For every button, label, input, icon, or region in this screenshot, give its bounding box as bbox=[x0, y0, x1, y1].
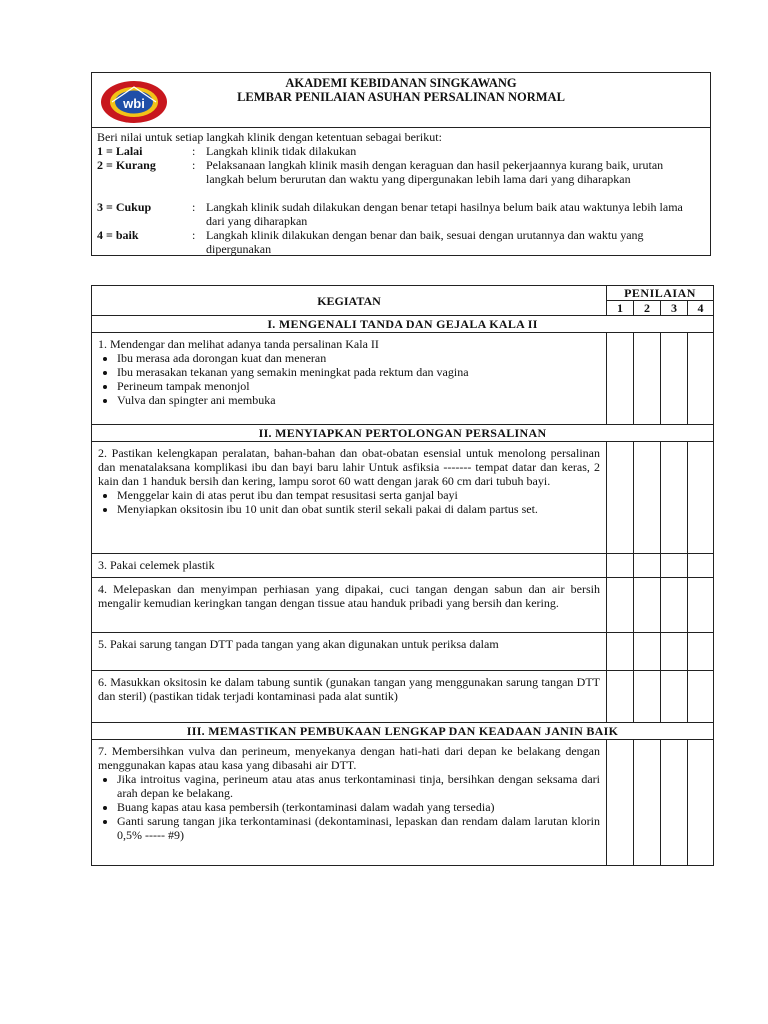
activity-text: 3. Pakai celemek plastik bbox=[98, 558, 215, 572]
score-cell-3[interactable] bbox=[661, 671, 688, 723]
activity-text: 5. Pakai sarung tangan DTT pada tangan yang akan digunakan untuk periksa dalam bbox=[98, 637, 499, 651]
score-cell-2[interactable] bbox=[634, 554, 661, 578]
activity-cell bbox=[92, 442, 607, 554]
activity-bullets bbox=[98, 772, 600, 842]
criteria-colon: : bbox=[192, 200, 196, 214]
section-title: III. MEMASTIKAN PEMBUKAAN LENGKAP DAN KEADAAN JANIN BAIK bbox=[92, 723, 714, 740]
score-header-1: 1 bbox=[607, 301, 634, 316]
score-header-3: 3 bbox=[661, 301, 688, 316]
criteria-colon: : bbox=[192, 144, 196, 158]
criteria-intro: Beri nilai untuk setiap langkah klinik dengan ketentuan sebagai berikut: bbox=[97, 130, 442, 144]
score-cell-1[interactable] bbox=[607, 578, 634, 633]
table-row bbox=[92, 633, 714, 671]
document-header bbox=[91, 72, 711, 128]
criteria-key: 1 = Lalai bbox=[97, 144, 143, 158]
activity-text: 2. Pastikan kelengkapan peralatan, bahan-bahan dan obat-obatan esensial untuk menolong persalinan dan menatalaksana komplikasi ibu dan bayi baru lahir Untuk asfiksia ------- tempat datar dan keras, 2 kain dan 1 handuk bersih dan kering, lampu sorot 60 watt dengan jarak 60 cm dari tubuh bayi. bbox=[98, 446, 600, 488]
activity-bullet: • Menyiapkan oksitosin ibu 10 unit dan obat suntik steril sekali pakai di dalam partus set. bbox=[117, 502, 600, 516]
table-row bbox=[92, 740, 714, 866]
activity-text: 7. Membersihkan vulva dan perineum, menyekanya dengan hati-hati dari depan ke belakang dengan menggunakan kapas atau kasa yang dibasahi air DTT. bbox=[98, 744, 600, 772]
score-cell-4[interactable] bbox=[688, 554, 714, 578]
criteria-key: 2 = Kurang bbox=[97, 158, 156, 172]
score-cell-2[interactable] bbox=[634, 740, 661, 866]
score-cell-4[interactable] bbox=[688, 671, 714, 723]
criteria-desc: Pelaksanaan langkah klinik masih dengan keraguan dan hasil pekerjaannya kurang baik, urutan langkah belum berurutan dan waktu yang dipergunakan lebih lama dari yang diharapkan bbox=[206, 158, 664, 186]
assessment-table bbox=[91, 285, 714, 866]
score-cell-1[interactable] bbox=[607, 442, 634, 554]
score-cell-2[interactable] bbox=[634, 578, 661, 633]
header-title-line1: AKADEMI KEBIDANAN SINGKAWANG bbox=[285, 76, 517, 90]
score-cell-3[interactable] bbox=[661, 442, 688, 554]
activity-bullet: • Buang kapas atau kasa pembersih (terkontaminasi dalam wadah yang tersedia) bbox=[117, 800, 600, 814]
score-cell-4[interactable] bbox=[688, 333, 714, 425]
score-cell-2[interactable] bbox=[634, 333, 661, 425]
criteria-colon: : bbox=[192, 228, 196, 242]
score-cell-3[interactable] bbox=[661, 554, 688, 578]
activity-cell bbox=[92, 740, 607, 866]
activity-bullets bbox=[98, 351, 600, 407]
criteria-desc: Langkah klinik dilakukan dengan benar dan baik, sesuai dengan urutannya dan waktu yang dipergunakan bbox=[206, 228, 644, 256]
activity-bullet: • Jika introitus vagina, perineum atau atas anus terkontaminasi tinja, bersihkan dengan seksama dari arah depan ke belakang. bbox=[117, 772, 600, 800]
score-cell-1[interactable] bbox=[607, 671, 634, 723]
criteria-key: 4 = baik bbox=[97, 228, 139, 242]
activity-cell bbox=[92, 578, 607, 633]
score-cell-2[interactable] bbox=[634, 633, 661, 671]
score-cell-3[interactable] bbox=[661, 740, 688, 866]
table-row bbox=[92, 671, 714, 723]
score-cell-1[interactable] bbox=[607, 554, 634, 578]
score-cell-4[interactable] bbox=[688, 442, 714, 554]
activity-text: 4. Melepaskan dan menyimpan perhiasan yang dipakai, cuci tangan dengan sabun dan air bersih mengalir kemudian keringkan tangan dengan tissue atau handuk pribadi yang bersih dan kering. bbox=[98, 582, 600, 610]
table-row bbox=[92, 554, 714, 578]
score-cell-3[interactable] bbox=[661, 578, 688, 633]
score-cell-4[interactable] bbox=[688, 633, 714, 671]
activity-bullet: • Ibu merasakan tekanan yang semakin meningkat pada rektum dan vagina bbox=[117, 365, 600, 379]
activity-cell bbox=[92, 554, 607, 578]
header-title-line2: LEMBAR PENILAIAN ASUHAN PERSALINAN NORMAL bbox=[237, 90, 565, 104]
activity-bullet: • Ibu merasa ada dorongan kuat dan meneran bbox=[117, 351, 600, 365]
score-header-2: 2 bbox=[634, 301, 661, 316]
score-cell-1[interactable] bbox=[607, 633, 634, 671]
activity-bullet: • Perineum tampak menonjol bbox=[117, 379, 600, 393]
score-cell-3[interactable] bbox=[661, 633, 688, 671]
criteria-desc: Langkah klinik sudah dilakukan dengan benar tetapi hasilnya belum baik atau waktunya lebih lama dari yang diharapkan bbox=[206, 200, 683, 228]
section-title: II. MENYIAPKAN PERTOLONGAN PERSALINAN bbox=[92, 425, 714, 442]
activity-text: 1. Mendengar dan melihat adanya tanda persalinan Kala II bbox=[98, 337, 379, 351]
section-title: I. MENGENALI TANDA DAN GEJALA KALA II bbox=[92, 316, 714, 333]
score-cell-1[interactable] bbox=[607, 740, 634, 866]
score-cell-1[interactable] bbox=[607, 333, 634, 425]
score-cell-4[interactable] bbox=[688, 578, 714, 633]
activity-bullet: • Vulva dan spingter ani membuka bbox=[117, 393, 600, 407]
score-cell-2[interactable] bbox=[634, 442, 661, 554]
criteria-colon: : bbox=[192, 158, 196, 172]
scoring-criteria bbox=[91, 128, 711, 256]
activity-text: 6. Masukkan oksitosin ke dalam tabung suntik (gunakan tangan yang menggunakan sarung tangan DTT dan steril) (pastikan tidak terjadi kontaminasi pada alat suntik) bbox=[98, 675, 600, 703]
column-header-penilaian: PENILAIAN bbox=[607, 286, 714, 301]
score-cell-3[interactable] bbox=[661, 333, 688, 425]
activity-bullets bbox=[98, 488, 600, 516]
activity-cell bbox=[92, 633, 607, 671]
section-row bbox=[92, 723, 714, 740]
table-row bbox=[92, 578, 714, 633]
logo-text: wbi bbox=[123, 96, 145, 111]
activity-cell bbox=[92, 671, 607, 723]
score-header-4: 4 bbox=[688, 301, 714, 316]
score-cell-2[interactable] bbox=[634, 671, 661, 723]
section-row bbox=[92, 425, 714, 442]
activity-cell bbox=[92, 333, 607, 425]
section-row bbox=[92, 316, 714, 333]
table-row bbox=[92, 333, 714, 425]
criteria-key: 3 = Cukup bbox=[97, 200, 152, 214]
header-title bbox=[92, 76, 710, 104]
activity-bullet: • Ganti sarung tangan jika terkontaminasi (dekontaminasi, lepaskan dan rendam dalam larutan klorin 0,5% ----- #9) bbox=[117, 814, 600, 842]
activity-bullet: • Menggelar kain di atas perut ibu dan tempat resusitasi serta ganjal bayi bbox=[117, 488, 600, 502]
table-row bbox=[92, 442, 714, 554]
criteria-desc: Langkah klinik tidak dilakukan bbox=[206, 144, 357, 158]
score-cell-4[interactable] bbox=[688, 740, 714, 866]
column-header-kegiatan: KEGIATAN bbox=[92, 286, 607, 316]
